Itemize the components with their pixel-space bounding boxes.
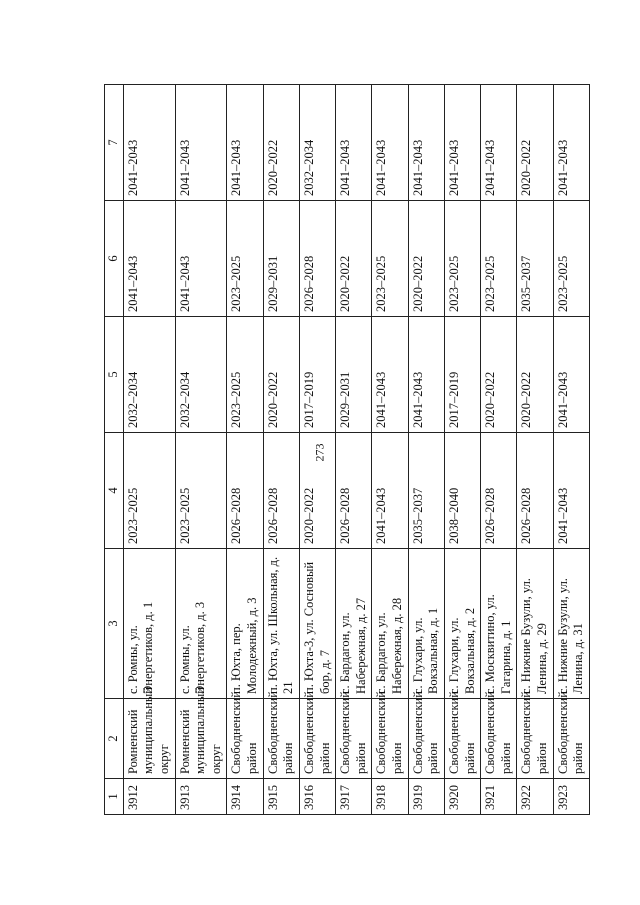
row-number-cell: 3914 <box>227 779 263 815</box>
period-cell: 2020–2022 <box>263 317 299 433</box>
address-cell: с. Бардагон, ул. Набережная, д. 27 <box>336 549 372 699</box>
address-cell: с. Нижние Бузули, ул. Ленина, д. 31 <box>553 549 589 699</box>
address-cell: с. Глухари, ул. Вокзальная, д. 2 <box>444 549 480 699</box>
period-cell: 2041–2043 <box>553 433 589 549</box>
period-cell: 2020–2022 <box>408 201 444 317</box>
period-cell: 2041–2043 <box>553 317 589 433</box>
district-cell: Свободненский район <box>444 699 480 779</box>
period-cell: 2023–2025 <box>227 201 263 317</box>
period-cell: 2041–2043 <box>123 201 175 317</box>
document-table-container <box>104 85 586 815</box>
period-cell: 2035–2037 <box>408 433 444 549</box>
district-cell: Свободненский район <box>372 699 408 779</box>
row-number-cell: 3916 <box>299 779 335 815</box>
row-number-cell: 3917 <box>336 779 372 815</box>
address-cell: п. Юхта-3, ул. Сосновый бор, д. 7 <box>299 549 335 699</box>
period-cell: 2041–2043 <box>408 85 444 201</box>
column-header: 4 <box>105 433 124 549</box>
period-cell: 2041–2043 <box>444 85 480 201</box>
period-cell: 2029–2031 <box>336 317 372 433</box>
period-cell: 2026–2028 <box>336 433 372 549</box>
table-row <box>481 85 517 815</box>
table-header-row <box>105 85 124 815</box>
column-header: 7 <box>105 85 124 201</box>
period-cell: 2026–2028 <box>517 433 553 549</box>
period-cell: 2020–2022 <box>517 85 553 201</box>
period-cell: 2041–2043 <box>553 85 589 201</box>
period-cell: 2023–2025 <box>444 201 480 317</box>
table-row <box>372 85 408 815</box>
period-cell: 2026–2028 <box>481 433 517 549</box>
row-number-cell: 3919 <box>408 779 444 815</box>
period-cell: 2023–2025 <box>553 201 589 317</box>
period-cell: 2020–2022 <box>336 201 372 317</box>
table-row <box>553 85 589 815</box>
period-cell: 2023–2025 <box>123 433 175 549</box>
table-row <box>336 85 372 815</box>
table-row <box>175 85 227 815</box>
period-cell: 2029–2031 <box>263 201 299 317</box>
address-cell: с. Москвитино, ул. Гагарина, д. 1 <box>481 549 517 699</box>
address-cell: с. Глухари, ул. Вокзальная, д. 1 <box>408 549 444 699</box>
column-header: 2 <box>105 699 124 779</box>
period-cell: 2041–2043 <box>336 85 372 201</box>
address-cell: п. Юхта, пер. Молодежный, д. 3 <box>227 549 263 699</box>
district-cell: Свободненский район <box>408 699 444 779</box>
period-cell: 2026–2028 <box>263 433 299 549</box>
address-cell: с. Бардагон, ул. Набережная, д. 28 <box>372 549 408 699</box>
district-cell: Свободненский район <box>299 699 335 779</box>
row-number-cell: 3918 <box>372 779 408 815</box>
table-row <box>517 85 553 815</box>
period-cell: 2023–2025 <box>227 317 263 433</box>
row-number-cell: 3912 <box>123 779 175 815</box>
district-cell: Ромненский муниципальный округ <box>123 699 175 779</box>
period-cell: 2035–2037 <box>517 201 553 317</box>
column-header: 6 <box>105 201 124 317</box>
period-cell: 2020–2022 <box>263 85 299 201</box>
row-number-cell: 3921 <box>481 779 517 815</box>
table-row <box>123 85 175 815</box>
period-cell: 2041–2043 <box>372 433 408 549</box>
row-number-cell: 3913 <box>175 779 227 815</box>
district-cell: Свободненский район <box>227 699 263 779</box>
period-cell: 2041–2043 <box>372 85 408 201</box>
period-cell: 2023–2025 <box>481 201 517 317</box>
column-header: 1 <box>105 779 124 815</box>
table-row <box>227 85 263 815</box>
period-cell: 2023–2025 <box>175 433 227 549</box>
row-number-cell: 3923 <box>553 779 589 815</box>
table-row <box>408 85 444 815</box>
row-number-cell: 3922 <box>517 779 553 815</box>
page-number: 273 <box>312 443 327 462</box>
district-cell: Свободненский район <box>263 699 299 779</box>
period-cell: 2026–2028 <box>227 433 263 549</box>
period-cell: 2032–2034 <box>175 317 227 433</box>
period-cell: 2023–2025 <box>372 201 408 317</box>
document-table <box>104 84 590 815</box>
period-cell: 2020–2022 <box>517 317 553 433</box>
period-cell: 2038–2040 <box>444 433 480 549</box>
address-cell: с. Нижние Бузули, ул. Ленина, д. 29 <box>517 549 553 699</box>
address-cell: с. Ромны, ул. Энергетиков, д. 1 <box>123 549 175 699</box>
period-cell: 2020–2022 <box>481 317 517 433</box>
district-cell: Свободненский район <box>517 699 553 779</box>
period-cell: 2041–2043 <box>175 201 227 317</box>
table-row <box>444 85 480 815</box>
period-cell: 2032–2034 <box>299 85 335 201</box>
period-cell: 2041–2043 <box>175 85 227 201</box>
period-cell: 2041–2043 <box>123 85 175 201</box>
row-number-cell: 3915 <box>263 779 299 815</box>
period-cell: 2017–2019 <box>444 317 480 433</box>
period-cell: 2041–2043 <box>372 317 408 433</box>
table-row <box>299 85 335 815</box>
district-cell: Свободненский район <box>336 699 372 779</box>
row-number-cell: 3920 <box>444 779 480 815</box>
period-cell: 2032–2034 <box>123 317 175 433</box>
table-row <box>263 85 299 815</box>
period-cell: 2041–2043 <box>481 85 517 201</box>
period-cell: 2041–2043 <box>227 85 263 201</box>
district-cell: Свободненский район <box>481 699 517 779</box>
period-cell: 2017–2019 <box>299 317 335 433</box>
address-cell: п. Юхта, ул. Школьная, д. 21 <box>263 549 299 699</box>
district-cell: Ромненский муниципальный округ <box>175 699 227 779</box>
period-cell: 2041–2043 <box>408 317 444 433</box>
period-cell: 2020–2022 <box>299 433 335 549</box>
column-header: 5 <box>105 317 124 433</box>
district-cell: Свободненский район <box>553 699 589 779</box>
address-cell: с. Ромны, ул. Энергетиков, д. 3 <box>175 549 227 699</box>
column-header: 3 <box>105 549 124 699</box>
period-cell: 2026–2028 <box>299 201 335 317</box>
